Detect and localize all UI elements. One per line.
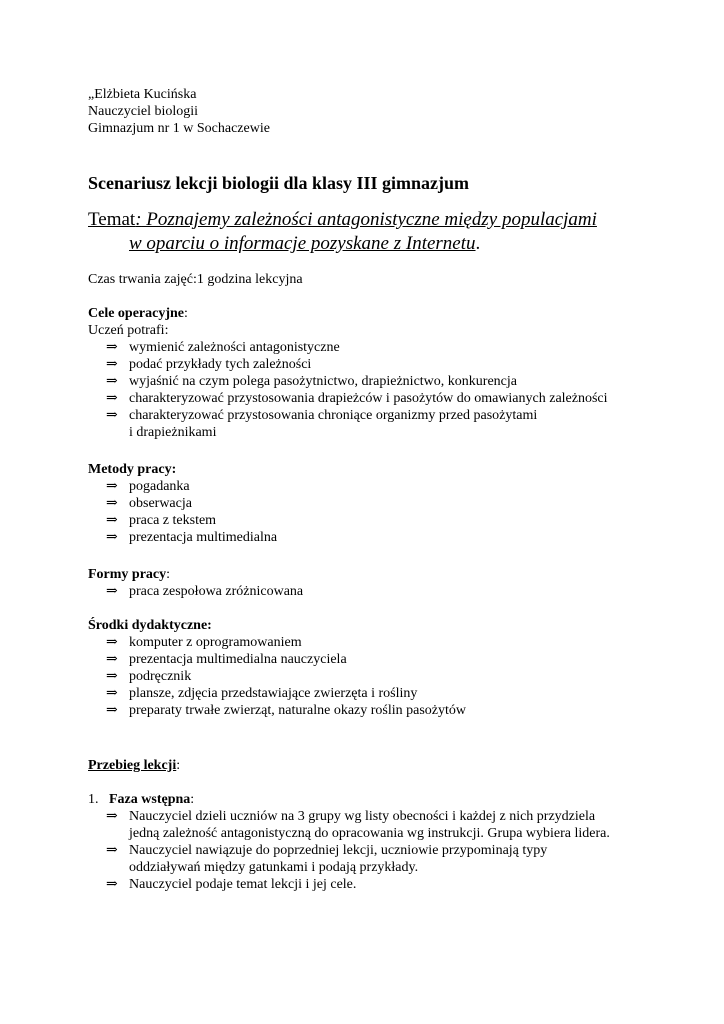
objectives-heading: Cele operacyjne bbox=[88, 306, 185, 321]
author-role: Nauczyciel biologii bbox=[88, 104, 199, 119]
lesson-duration: Czas trwania zajęć:1 godzina lekcyjna bbox=[88, 272, 303, 287]
page-title: Scenariusz lekcji biologii dla klasy III gimnazjum bbox=[88, 173, 470, 193]
objectives-list bbox=[88, 339, 684, 441]
list-item: ⇒ podręcznik bbox=[106, 669, 192, 684]
list-item-continuation: i drapieżnikami bbox=[129, 425, 217, 440]
arrow-icon: ⇒ bbox=[106, 408, 118, 423]
phase-heading: Faza wstępna bbox=[109, 792, 191, 807]
arrow-icon: ⇒ bbox=[106, 686, 118, 701]
arrow-icon: ⇒ bbox=[106, 391, 118, 406]
arrow-icon: ⇒ bbox=[106, 843, 118, 858]
phase-1-steps bbox=[88, 808, 684, 893]
topic-line-1: Poznajemy zależności antagonistyczne między populacjami bbox=[141, 209, 597, 230]
phase-number: 1. bbox=[88, 792, 99, 807]
section-forms bbox=[88, 566, 684, 600]
author-name: „Elżbieta Kucińska bbox=[88, 87, 197, 102]
lesson-flow-heading: Przebieg lekcji bbox=[88, 758, 177, 773]
objectives-intro: Uczeń potrafi: bbox=[88, 323, 169, 338]
lesson-topic bbox=[88, 208, 684, 256]
phase-colon: : bbox=[190, 792, 195, 807]
forms-colon: : bbox=[166, 567, 171, 582]
list-item: ⇒ wyjaśnić na czym polega pasożytnictwo, drapieżnictwo, konkurencja bbox=[106, 374, 517, 389]
arrow-icon: ⇒ bbox=[106, 669, 118, 684]
section-lesson-flow bbox=[88, 757, 684, 774]
arrow-icon: ⇒ bbox=[106, 496, 118, 511]
list-item: ⇒ Nauczyciel podaje temat lekcji i jej cele. bbox=[106, 877, 357, 892]
methods-list bbox=[88, 478, 684, 546]
arrow-icon: ⇒ bbox=[106, 530, 118, 545]
methods-heading: Metody pracy: bbox=[88, 462, 177, 477]
lesson-flow-colon: : bbox=[176, 758, 181, 773]
resources-heading: Środki dydaktyczne: bbox=[88, 618, 212, 633]
arrow-icon: ⇒ bbox=[106, 809, 118, 824]
list-item: ⇒ Nauczyciel nawiązuje do poprzedniej lekcji, uczniowie przypominają typy oddziaływań między gatunkami i podają przykłady. bbox=[106, 843, 548, 875]
topic-line-2: w oparciu o informacje pozyskane z Internetu bbox=[129, 233, 476, 254]
section-methods bbox=[88, 461, 684, 546]
topic-label: Temat bbox=[88, 209, 136, 230]
arrow-icon: ⇒ bbox=[106, 703, 118, 718]
author-school: Gimnazjum nr 1 w Sochaczewie bbox=[88, 121, 270, 136]
list-item: ⇒ komputer z oprogramowaniem bbox=[106, 635, 302, 650]
list-item: ⇒ preparaty trwałe zwierząt, naturalne okazy roślin pasożytów bbox=[106, 703, 467, 718]
list-item: ⇒ charakteryzować przystosowania chroniące organizmy przed pasożytami i drapieżnikami bbox=[88, 407, 684, 441]
arrow-icon: ⇒ bbox=[106, 357, 118, 372]
section-objectives bbox=[88, 305, 684, 441]
arrow-icon: ⇒ bbox=[106, 584, 118, 599]
topic-period: . bbox=[475, 233, 481, 254]
list-item: ⇒ praca z tekstem bbox=[106, 513, 217, 528]
section-phase-1 bbox=[88, 791, 684, 893]
list-item: ⇒ prezentacja multimedialna nauczyciela bbox=[106, 652, 347, 667]
list-item: ⇒ charakteryzować przystosowania drapieżców i pasożytów do omawianych zależności bbox=[106, 391, 608, 406]
arrow-icon: ⇒ bbox=[106, 479, 118, 494]
list-item: ⇒ Nauczyciel dzieli uczniów na 3 grupy wg listy obecności i każdej z nich przydziela jedną zależność antagonistyczną do opracowania wg instrukcji. Grupa wybiera lidera. bbox=[106, 809, 610, 841]
arrow-icon: ⇒ bbox=[106, 877, 118, 892]
topic-colon: : bbox=[135, 209, 142, 230]
arrow-icon: ⇒ bbox=[106, 635, 118, 650]
forms-list bbox=[88, 583, 684, 600]
arrow-icon: ⇒ bbox=[106, 340, 118, 355]
author-header bbox=[88, 86, 684, 137]
resources-list bbox=[88, 634, 684, 719]
list-item: ⇒ pogadanka bbox=[106, 479, 190, 494]
section-resources bbox=[88, 617, 684, 719]
list-item: ⇒ prezentacja multimedialna bbox=[106, 530, 278, 545]
arrow-icon: ⇒ bbox=[106, 374, 118, 389]
objectives-colon: : bbox=[184, 306, 188, 321]
arrow-icon: ⇒ bbox=[106, 652, 118, 667]
list-item: ⇒ obserwacja bbox=[106, 496, 192, 511]
list-item: ⇒ plansze, zdjęcia przedstawiające zwierzęta i rośliny bbox=[106, 686, 418, 701]
forms-heading: Formy pracy bbox=[88, 567, 167, 582]
list-item: ⇒ podać przykłady tych zależności bbox=[106, 357, 312, 372]
list-item: ⇒ praca zespołowa zróżnicowana bbox=[106, 584, 304, 599]
arrow-icon: ⇒ bbox=[106, 513, 118, 528]
list-item: ⇒ wymienić zależności antagonistyczne bbox=[106, 340, 340, 355]
